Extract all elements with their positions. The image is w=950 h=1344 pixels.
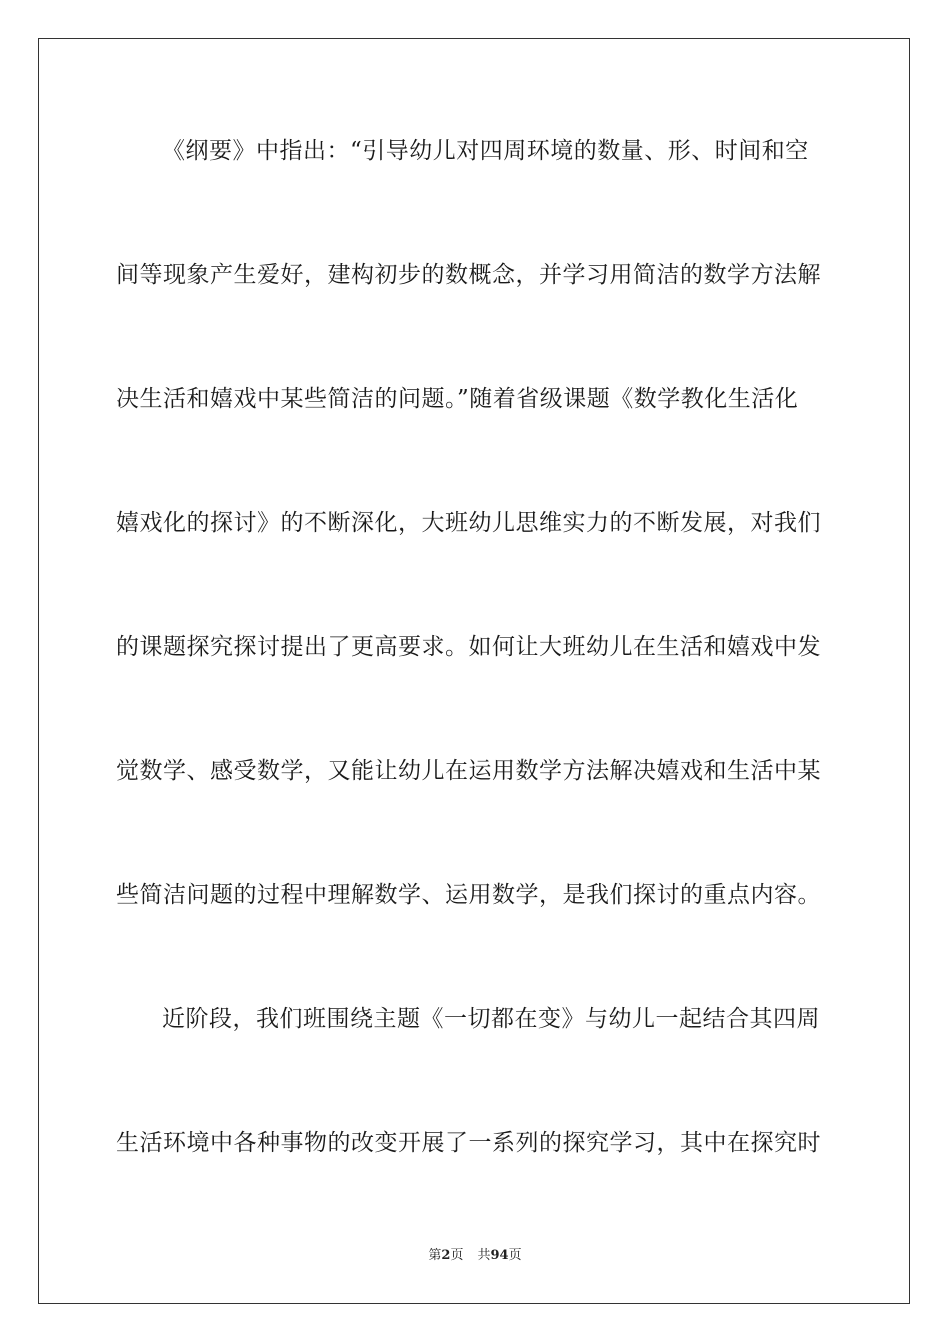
paragraph-line: 觉数学、感受数学，又能让幼儿在运用数学方法解决嬉戏和生活中某 (116, 758, 821, 784)
paragraph-line: 《纲要》中指出：“引导幼儿对四周环境的数量、形、时间和空 (162, 138, 809, 164)
paragraph-line: 间等现象产生爱好，建构初步的数概念，并学习用简洁的数学方法解 (116, 262, 821, 288)
paragraph-line: 些简洁问题的过程中理解数学、运用数学，是我们探讨的重点内容。 (116, 882, 821, 908)
paragraph-line: 的课题探究探讨提出了更高要求。如何让大班幼儿在生活和嬉戏中发 (116, 634, 821, 660)
page-prefix: 第 (428, 1248, 442, 1263)
paragraph-line: 近阶段，我们班围绕主题《一切都在变》与幼儿一起结合其四周 (162, 1006, 820, 1032)
page-suffix: 页 (450, 1248, 464, 1263)
total-suffix: 页 (508, 1248, 522, 1263)
page-border (38, 38, 910, 1304)
total-prefix: 共 (477, 1248, 491, 1263)
paragraph-line: 生活环境中各种事物的改变开展了一系列的探究学习，其中在探究时 (116, 1130, 821, 1156)
paragraph-line: 嬉戏化的探讨》的不断深化，大班幼儿思维实力的不断发展，对我们 (116, 510, 821, 536)
paragraph-line: 决生活和嬉戏中某些简洁的问题。”随着省级课题《数学教化生活化 (116, 386, 799, 412)
total-pages: 94 (490, 1248, 509, 1263)
page-footer (0, 1248, 950, 1264)
page-number: 2 (441, 1248, 451, 1263)
